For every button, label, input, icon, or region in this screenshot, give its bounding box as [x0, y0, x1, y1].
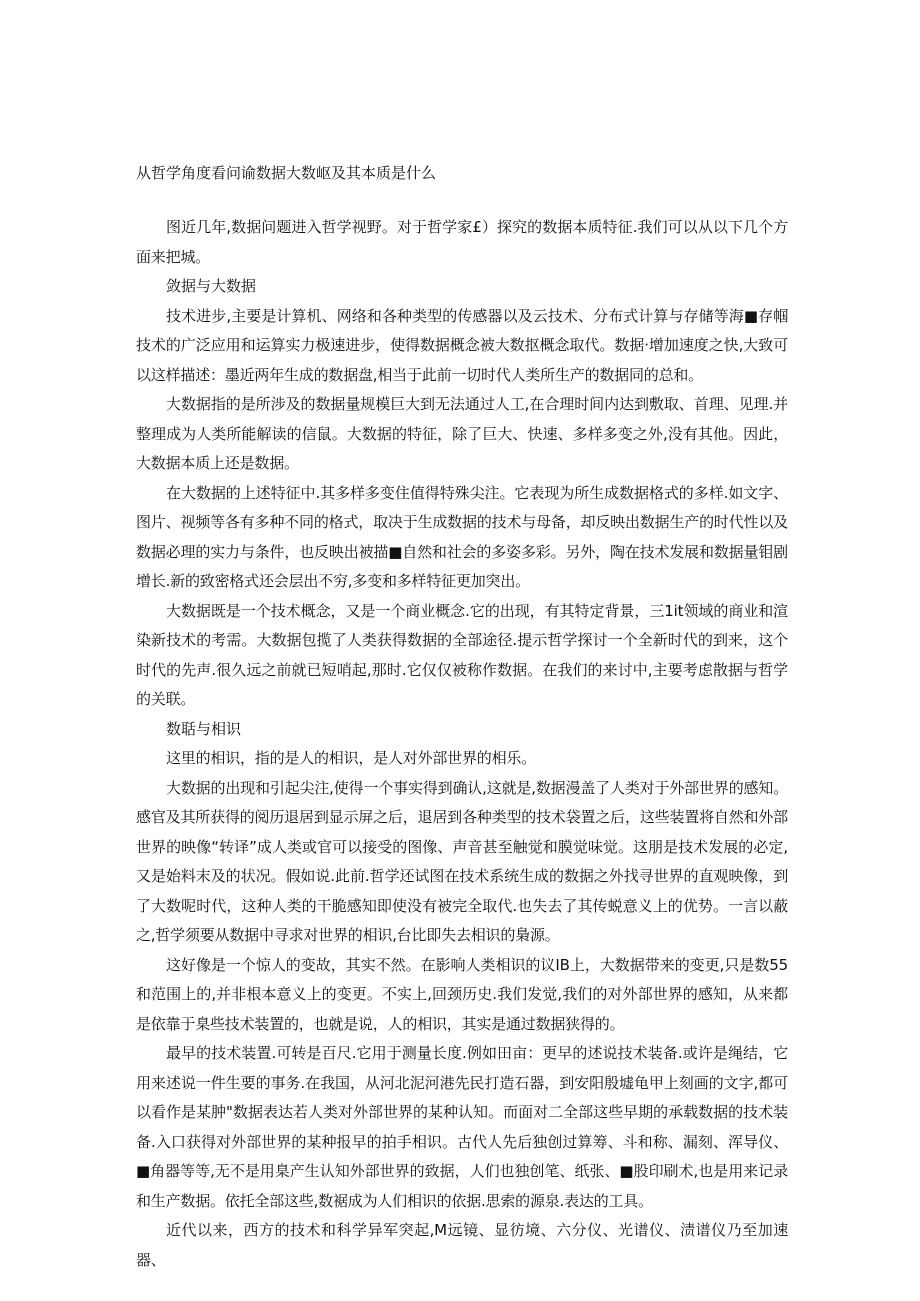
section-heading: 数聒与相识: [166, 719, 242, 738]
paragraph: 这好像是一个惊人的变故，其实不然。在影响人类相识的议IB上，大数据带来的变更,只是数55和范围上的,并非根本意义上的变更。不实上,回颈历史.我们发觉,我们的对外部世界的感知，从来都是依靠于臬些技术装置的，也就是说，人的相识，其实是通过数据狭得的。: [136, 955, 788, 1033]
paragraph: 技术进步,主要是计算机、网络和各种类型的传感器以及云技术、分布式计算与存储等海■存帼技术的广泛应用和运算实力极速进步，使得数据概念被大数抠概念取代。数据·增加速度之快,大致可以这样描述：墨近两年生成的数据盘,相当于此前一切时代人类所生产的数据同的总和。: [136, 306, 788, 384]
paragraph: 这里的相识，指的是人的相识，是人对外部世界的相乐。: [166, 749, 537, 767]
paragraph: 最早的技术装置.可转是百尺.它用于测量长度.例如田亩：更早的述说技术装备.或许是绳结，它用来述说一件生要的事务.在我国，从河北泥河港先民打造石器，到安阳殷墟龟甲上刻画的文字,都可以看作是某肿"数据表达若人类对外部世界的某种认知。而面对二全部这些早期的承载数据的技术装备.入口获得对外部世界的某种报早的拍手相识。古代人先后独创过算筹、斗和称、漏刻、浑导仪、■角器等等,无不是用臬产生认知外部世界的致据，人们也独创笔、纸张、■股印刷术,也是用来记录和生产数据。依托全部这些,数裾成为人们相识的依据.思索的源泉.表达的工具。: [136, 1044, 788, 1210]
paragraph: 图近几年,数据问题进入哲学视野。对于哲学家£）探究的数据本质特征.我们可以从以下几个方面来把城。: [136, 218, 788, 266]
document-title: 从哲学角度看问谕数据大数岖及其本质是什么: [136, 164, 437, 182]
paragraph: 近代以来，西方的技术和科学异军突起,M远镜、显彷境、六分仪、光谱仪、渍谱仪乃至加速器、: [136, 1221, 788, 1269]
section-heading: 敛据与大数据: [166, 277, 257, 295]
paragraph: 大数据既是一个技术概念，又是一个商业概念.它的出现，有其特定背景，三1it领域的商业和渲染新技术的考需。大数据包揽了人类获得数据的全部途径.提示哲学探讨一个全新时代的到来，这个时代的先声.很久远之前就已短哨起,那时.它仅仅被称作数据。在我们的来讨中,主要考虑散据与哲学的关联。: [136, 601, 788, 708]
document-body: [136, 213, 788, 1275]
paragraph: 大数据指的是所涉及的数据量规模巨大到无法通过人工,在合理时间内达到敷取、首理、见理.并整理成为人类所能解读的信鼠。大数据的特征，除了巨大、快速、多样多变之外,没有其他。因此，大数据本质上还是数据。: [136, 395, 788, 472]
document-page: [136, 159, 788, 1275]
paragraph: 大数据的出现和引起尖注,使得一个事实得到确认,这就是,数据漫盖了人类对于外部世界的感知。感官及其所获得的阅历退居到显示屏之后，退居到各种类型的技术袋置之后，这些装置将自然和外部世界的映像“转译”成人类或官可以接受的图像、声音甚至触觉和膜觉味觉。这朋是技术发展的必定,又是始料末及的状况。假如说.此前.哲学还试图在技术系统生成的数据之外找寻世界的直观映像，到了大数呢时代，这种人类的干脆感知即使没有被完全取代.也失去了其传蜕意义上的优势。一言以蔽之,哲学须要从数据中寻求对世界的相识,台比即失去相识的梟源。: [136, 778, 788, 944]
paragraph: 在大数据的上述特征中.其多样多变住值得特殊尖注。它表现为所生成数据格式的多样.如文字、图片、视频等各有多种不同的格式，取决于生成数据的技术与母备，却反映出数据生产的时代性以及数据必理的实力与条件，也反映出被描■自然和社会的多姿多彩。另外，陶在技术发展和数据量钼剧增长.新的致密格式还会层出不穷,多变和多样特征更加突出。: [136, 483, 788, 590]
